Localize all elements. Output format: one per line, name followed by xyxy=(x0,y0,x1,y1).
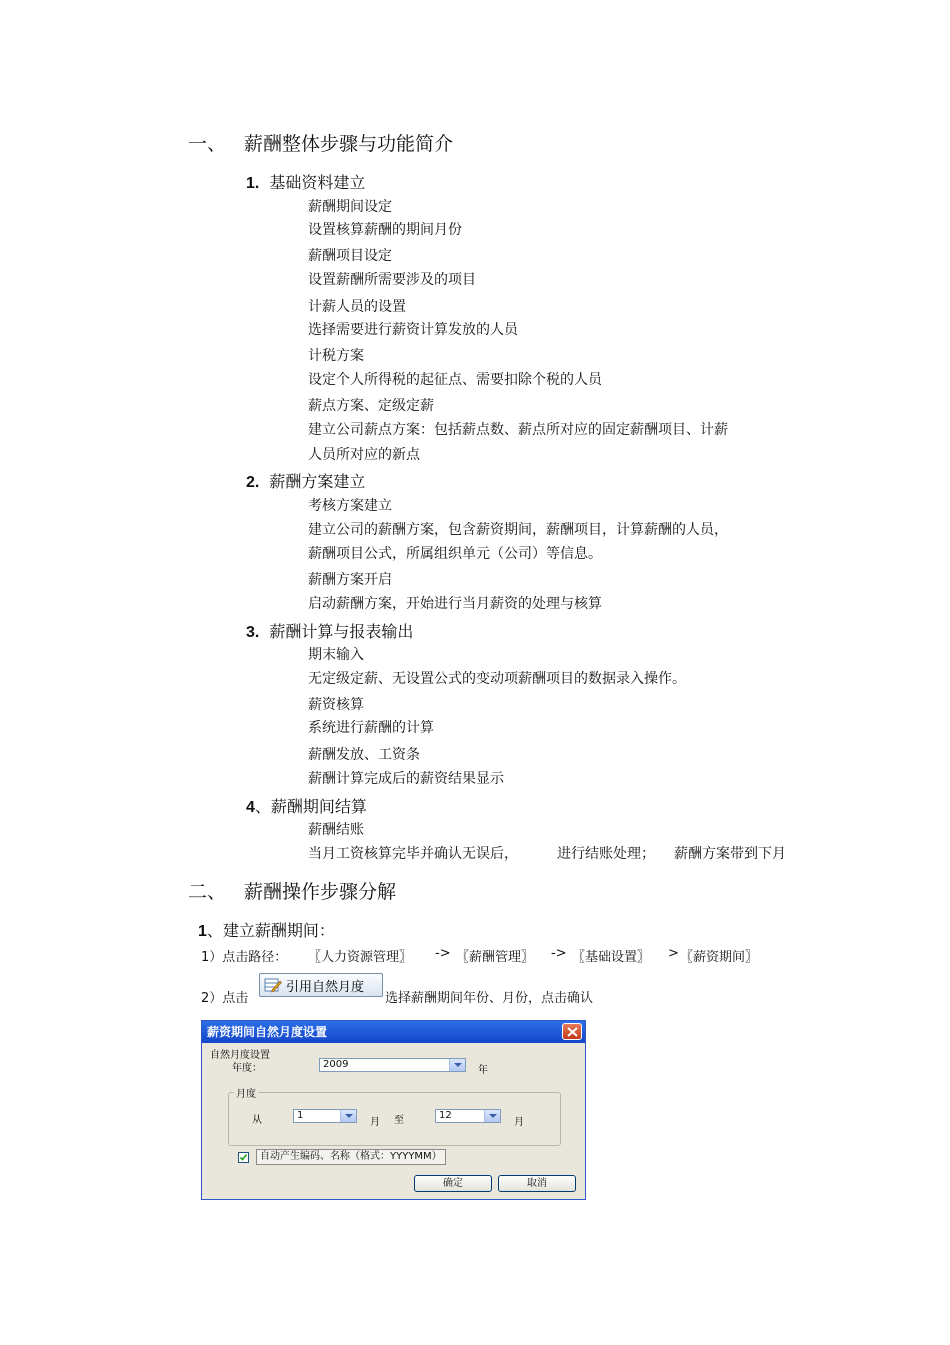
auto-code-checkbox[interactable] xyxy=(238,1152,249,1163)
from-month-select[interactable] xyxy=(293,1109,357,1123)
section2-title: 薪酬操作步骤分解 xyxy=(244,881,397,903)
list-item: 薪酬项目公式，所属组织单元（公司）等信息。 xyxy=(308,546,602,562)
list-item: 选择需要进行薪资计算发放的人员 xyxy=(308,322,518,338)
cite-natural-month-button-image xyxy=(259,973,383,997)
path-arrow: -> xyxy=(551,946,567,961)
subsection-1-number: 1. xyxy=(246,175,260,192)
from-label: 从 xyxy=(252,1115,262,1126)
subsection-3-heading xyxy=(246,619,413,642)
list-item: 系统进行薪酬的计算 xyxy=(308,720,434,736)
year-label: 年度： xyxy=(232,1063,262,1074)
list-item: 薪酬结账 xyxy=(308,822,364,838)
list-item: 进行结账处理； xyxy=(557,846,655,862)
to-month-value: 12 xyxy=(439,1110,452,1121)
list-item: 人员所对应的新点 xyxy=(308,447,420,463)
list-item: 计税方案 xyxy=(308,348,364,364)
list-item: 薪酬项目设定 xyxy=(308,248,392,264)
path-basic: 〖基础设置〗 xyxy=(572,950,651,965)
list-item: 计薪人员的设置 xyxy=(308,299,406,315)
subsection-3-number: 3. xyxy=(246,624,260,641)
path-arrow: > xyxy=(668,946,679,961)
year-unit: 年 xyxy=(478,1065,488,1076)
subsection-1-title: 基础资料建立 xyxy=(269,173,366,192)
list-item: 薪酬方案开启 xyxy=(308,572,392,588)
year-select[interactable] xyxy=(319,1058,466,1072)
chevron-down-icon xyxy=(484,1110,500,1122)
step1-title: 、建立薪酬期间： xyxy=(206,921,335,940)
cancel-button[interactable]: 取消 xyxy=(498,1175,576,1192)
path-arrow: -> xyxy=(435,946,451,961)
subsection-4-heading xyxy=(246,794,367,817)
year-value: 2009 xyxy=(323,1059,349,1070)
list-item: 考核方案建立 xyxy=(308,498,392,514)
from-month-value: 1 xyxy=(297,1110,304,1121)
list-item: 启动薪酬方案，开始进行当月薪资的处理与核算 xyxy=(308,596,602,612)
list-item: 薪资核算 xyxy=(308,697,364,713)
path-period: 〖薪资期间〗 xyxy=(680,950,759,965)
click-suffix: 选择薪酬期间年份、月份，点击确认 xyxy=(385,991,594,1006)
cite-natural-month-label: 引用自然月度 xyxy=(286,979,365,995)
subsection-2-number: 2. xyxy=(246,474,260,491)
list-item: 薪酬发放、工资条 xyxy=(308,747,420,763)
list-item: 当月工资核算完毕并确认无误后， xyxy=(308,846,518,862)
auto-code-label: 自动产生编码、名称（格式：YYYYMM） xyxy=(256,1149,446,1165)
subsection-2-heading xyxy=(246,469,365,492)
dialog-title: 薪资期间自然月度设置 xyxy=(207,1025,328,1039)
list-item: 无定级定薪、无设置公式的变动项薪酬项目的数据录入操作。 xyxy=(308,671,686,687)
chevron-down-icon xyxy=(449,1059,465,1071)
list-item: 设置薪酬所需要涉及的项目 xyxy=(308,272,476,288)
edit-table-icon xyxy=(264,977,282,993)
list-item: 建立公司薪点方案：包括薪点数、薪点所对应的固定薪酬项目、计薪 xyxy=(308,422,728,438)
list-item: 薪酬期间设定 xyxy=(308,199,392,215)
path-hr: 〖人力资源管理〗 xyxy=(308,950,413,965)
month-unit: 月 xyxy=(514,1117,524,1128)
click-prefix: 2）点击 xyxy=(201,991,249,1006)
dialog-title-bar xyxy=(202,1021,585,1043)
section1-title: 薪酬整体步骤与功能简介 xyxy=(244,133,454,155)
section2-number: 二、 xyxy=(188,881,227,903)
natural-month-dialog xyxy=(201,1020,586,1200)
list-item: 期末输入 xyxy=(308,647,364,663)
subsection-1-heading xyxy=(246,170,365,193)
to-label: 至 xyxy=(394,1115,404,1126)
section1-number: 一、 xyxy=(188,133,227,155)
path-prefix: 1）点击路径： xyxy=(201,950,288,965)
group-label: 自然月度设置 xyxy=(210,1050,270,1061)
chevron-down-icon xyxy=(340,1110,356,1122)
close-button[interactable] xyxy=(562,1023,582,1040)
subsection-4-title: 、薪酬期间结算 xyxy=(254,797,367,816)
subsection-4-number: 4 xyxy=(246,799,255,816)
to-month-select[interactable] xyxy=(435,1109,501,1123)
list-item: 薪酬计算完成后的薪资结果显示 xyxy=(308,771,504,787)
subsection-3-title: 薪酬计算与报表输出 xyxy=(269,622,414,641)
month-unit: 月 xyxy=(370,1117,380,1128)
path-salary: 〖薪酬管理〗 xyxy=(456,950,535,965)
list-item: 薪酬方案带到下月 xyxy=(674,846,786,862)
list-item: 薪点方案、定级定薪 xyxy=(308,398,434,414)
list-item: 建立公司的薪酬方案，包含薪资期间，薪酬项目，计算薪酬的人员， xyxy=(308,522,728,538)
step1-heading xyxy=(198,918,335,941)
subsection-2-title: 薪酬方案建立 xyxy=(269,472,366,491)
list-item: 设置核算薪酬的期间月份 xyxy=(308,222,462,238)
check-icon xyxy=(239,1153,248,1162)
close-icon xyxy=(567,1027,578,1037)
month-group-label: 月度 xyxy=(234,1085,258,1100)
ok-button[interactable]: 确定 xyxy=(414,1175,492,1192)
list-item: 设定个人所得税的起征点、需要扣除个税的人员 xyxy=(308,372,602,388)
step1-number: 1 xyxy=(198,923,207,940)
